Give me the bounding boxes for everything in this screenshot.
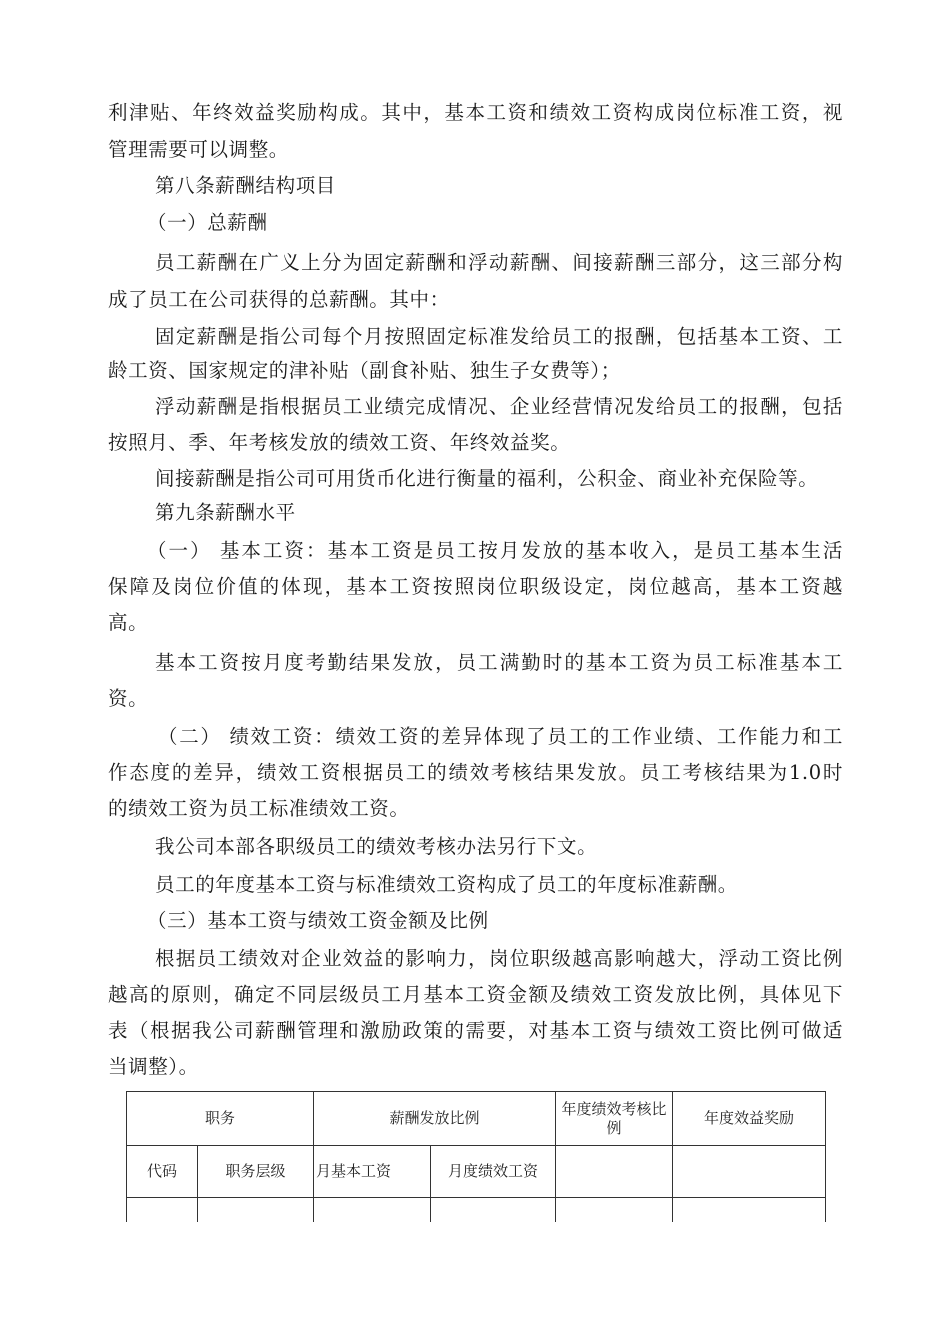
subheader-code: 代码: [127, 1146, 198, 1198]
section-heading: （一）总薪酬: [147, 211, 268, 234]
paragraph-line: 保障及岗位价值的体现，基本工资按照岗位职级设定，岗位越高，基本工资越: [108, 575, 843, 598]
paragraph-line: 间接薪酬是指公司可用货币化进行衡量的福利，公积金、商业补充保险等。: [155, 467, 819, 490]
table-cell: [431, 1198, 556, 1223]
paragraph-line: （一） 基本工资：基本工资是员工按月发放的基本收入，是员工基本生活: [147, 539, 843, 562]
article-heading: 第八条薪酬结构项目: [155, 174, 336, 197]
table-cell: [314, 1198, 431, 1223]
table-cell: [556, 1146, 673, 1198]
table-row: [127, 1198, 826, 1223]
paragraph-line: 利津贴、年终效益奖励构成。其中，基本工资和绩效工资构成岗位标准工资，视: [108, 101, 843, 124]
paragraph-line: 高。: [108, 611, 149, 634]
paragraph-line: 当调整）。: [108, 1055, 199, 1078]
paragraph-line: 员工的年度基本工资与标准绩效工资构成了员工的年度标准薪酬。: [155, 873, 738, 896]
paragraph-line: 按照月、季、年考核发放的绩效工资、年终效益奖。: [108, 431, 571, 454]
paragraph-line: 越高的原则，确定不同层级员工月基本工资金额及绩效工资发放比例，具体见下: [108, 983, 843, 1006]
paragraph-line: 员工薪酬在广义上分为固定薪酬和浮动薪酬、间接薪酬三部分，这三部分构: [155, 251, 843, 274]
paragraph-line: 浮动薪酬是指根据员工业绩完成情况、企业经营情况发给员工的报酬，包括: [155, 395, 843, 418]
paragraph-line: 龄工资、国家规定的津补贴（副食补贴、独生子女费等）；: [108, 359, 621, 382]
paragraph-line: （二） 绩效工资：绩效工资的差异体现了员工的工作业绩、工作能力和工: [158, 725, 843, 748]
paragraph-line: 的绩效工资为员工标准绩效工资。: [108, 797, 410, 820]
subheader-level: 职务层级: [198, 1146, 314, 1198]
header-position: 职务: [127, 1092, 314, 1146]
header-annual-bonus: 年度效益奖励: [673, 1092, 826, 1146]
paragraph-line: 管理需要可以调整。: [108, 138, 289, 161]
header-salary-ratio: 薪酬发放比例: [314, 1092, 556, 1146]
table-cell: [673, 1146, 826, 1198]
paragraph-line: 固定薪酬是指公司每个月按照固定标准发给员工的报酬，包括基本工资、工: [155, 325, 843, 348]
header-annual-assessment-ratio: 年度绩效考核比例: [556, 1092, 673, 1146]
salary-table: [126, 1091, 826, 1222]
paragraph-line: 表（根据我公司薪酬管理和激励政策的需要，对基本工资与绩效工资比例可做适: [108, 1019, 843, 1042]
section-heading: （三）基本工资与绩效工资金额及比例: [147, 909, 489, 932]
subheader-monthly-performance: 月度绩效工资: [431, 1146, 556, 1198]
paragraph-line: 成了员工在公司获得的总薪酬。其中：: [108, 288, 450, 311]
table-cell: [673, 1198, 826, 1223]
paragraph-line: 根据员工绩效对企业效益的影响力，岗位职级越高影响越大，浮动工资比例: [155, 947, 843, 970]
table-subheader-row: [127, 1146, 826, 1198]
article-heading: 第九条薪酬水平: [155, 501, 296, 524]
paragraph-line: 资。: [108, 687, 149, 710]
subheader-monthly-base: 月基本工资: [314, 1146, 431, 1198]
table-cell: [127, 1198, 198, 1223]
paragraph-line: 我公司本部各职级员工的绩效考核办法另行下文。: [155, 835, 598, 858]
paragraph-line: 基本工资按月度考勤结果发放，员工满勤时的基本工资为员工标准基本工: [155, 651, 843, 674]
table-cell: [198, 1198, 314, 1223]
table-cell: [556, 1198, 673, 1223]
paragraph-line: 作态度的差异，绩效工资根据员工的绩效考核结果发放。员工考核结果为1.0时: [108, 761, 843, 784]
table-header-row: [127, 1092, 826, 1146]
